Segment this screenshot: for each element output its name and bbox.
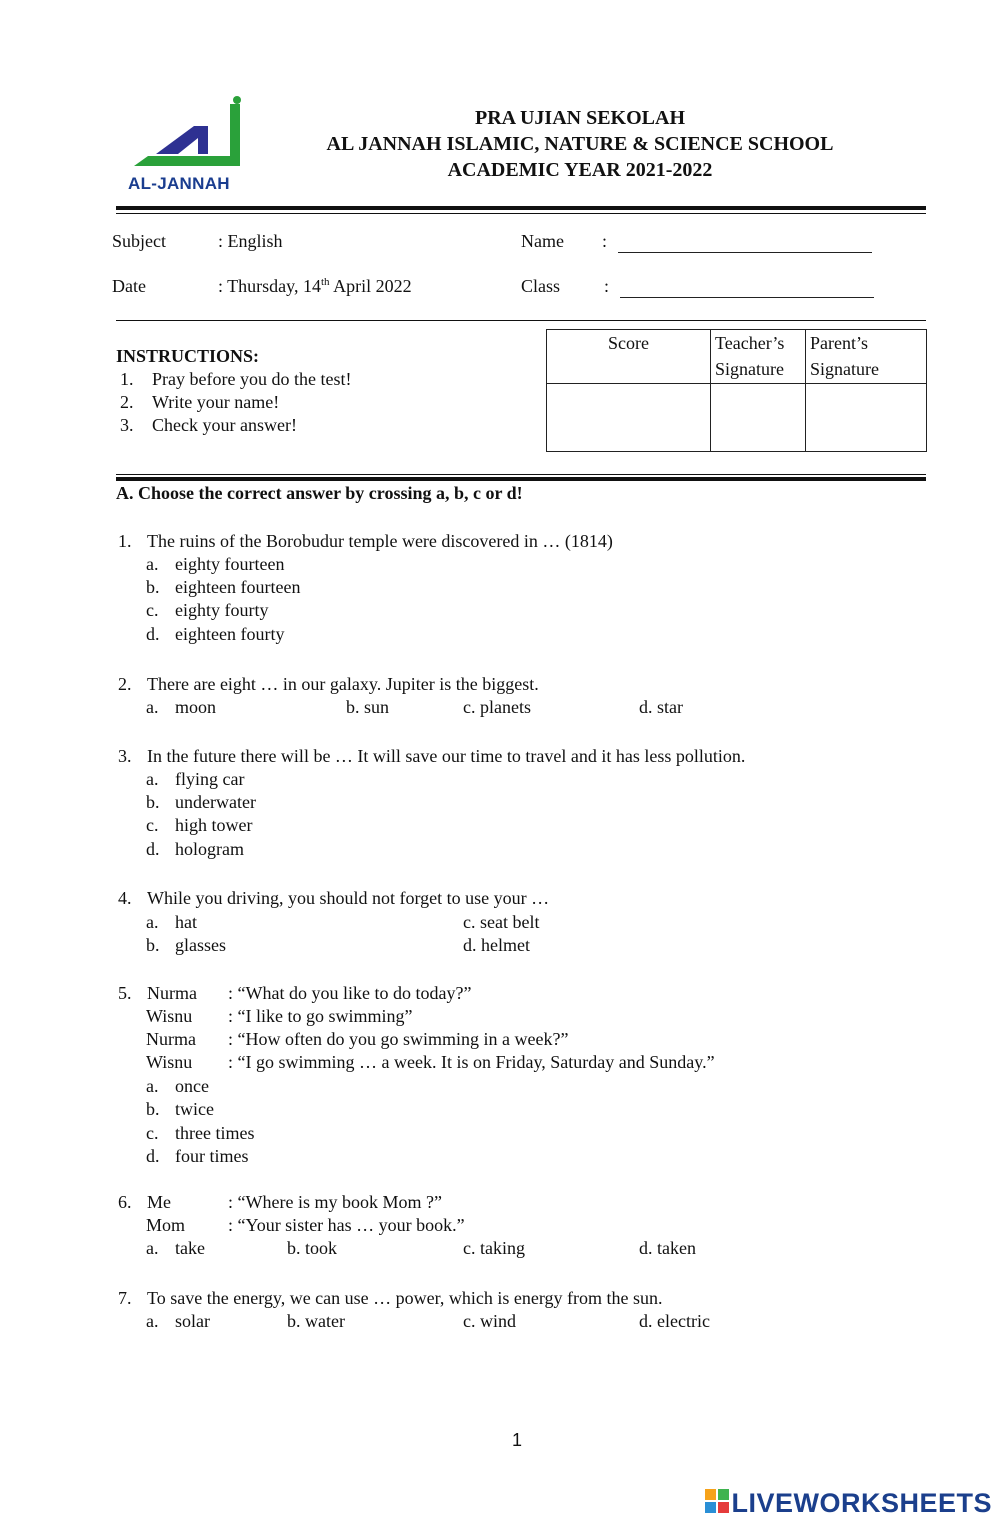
score-header: Score xyxy=(547,330,711,384)
score-table xyxy=(546,329,927,452)
option-letter[interactable]: c. xyxy=(146,600,159,620)
option-letter[interactable]: a. xyxy=(146,912,159,932)
option-letter[interactable]: c. xyxy=(146,815,159,835)
option-text[interactable]: eighteen fourteen xyxy=(175,577,301,597)
school-name: AL JANNAH ISLAMIC, NATURE & SCIENCE SCHOOL xyxy=(326,133,834,155)
dialog-speaker: Nurma xyxy=(146,1029,196,1049)
dialog-speaker: Mom xyxy=(146,1215,186,1235)
instructions-heading: INSTRUCTIONS: xyxy=(116,346,260,366)
dialog-line: : “What do you like to do today?” xyxy=(228,983,472,1003)
header-divider xyxy=(116,206,926,210)
option-letter[interactable]: c. xyxy=(146,1123,159,1143)
option-text[interactable]: d. electric xyxy=(639,1311,710,1331)
option-letter[interactable]: a. xyxy=(146,554,159,574)
option-text[interactable]: b. took xyxy=(287,1238,338,1258)
option-letter[interactable]: d. xyxy=(146,1146,160,1166)
option-text[interactable]: d. helmet xyxy=(463,935,530,955)
dialog-speaker: Me xyxy=(147,1192,171,1212)
question-text: While you driving, you should not forget to use your … xyxy=(147,888,550,908)
option-text[interactable]: eighty fourty xyxy=(175,600,269,620)
option-text[interactable]: glasses xyxy=(175,935,226,955)
name-colon: : xyxy=(602,231,608,251)
date-label: Date xyxy=(112,276,146,296)
dialog-speaker: Nurma xyxy=(147,983,197,1003)
option-letter[interactable]: b. xyxy=(146,1099,160,1119)
option-text[interactable]: eighteen fourty xyxy=(175,624,285,644)
option-letter[interactable]: d. xyxy=(146,624,160,644)
class-label: Class xyxy=(521,276,561,296)
option-letter[interactable]: b. xyxy=(146,935,160,955)
option-text[interactable]: three times xyxy=(175,1123,255,1143)
date-value xyxy=(218,276,412,297)
option-text[interactable]: c. seat belt xyxy=(463,912,540,932)
instruction-num: 2. xyxy=(120,392,134,412)
question-number: 4. xyxy=(118,888,132,908)
option-text[interactable]: d. taken xyxy=(639,1238,696,1258)
option-text[interactable]: once xyxy=(175,1076,209,1096)
header-divider-thin xyxy=(116,213,926,214)
option-letter[interactable]: a. xyxy=(146,1238,159,1258)
question-text: The ruins of the Borobudur temple were discovered in … (1814) xyxy=(147,531,613,551)
page-number: 1 xyxy=(512,1430,523,1450)
question-number: 3. xyxy=(118,746,132,766)
dialog-line: : “I go swimming … a week. It is on Friday, Saturday and Sunday.” xyxy=(228,1052,715,1072)
question-text: There are eight … in our galaxy. Jupiter is the biggest. xyxy=(147,674,539,694)
dialog-line: : “Your sister has … your book.” xyxy=(228,1215,465,1235)
info-divider xyxy=(116,320,926,321)
option-letter[interactable]: a. xyxy=(146,769,159,789)
question-text: To save the energy, we can use … power, which is energy from the sun. xyxy=(147,1288,663,1308)
date-sup: th xyxy=(321,276,330,288)
option-text[interactable]: eighty fourteen xyxy=(175,554,285,574)
section-divider-thin xyxy=(116,474,926,475)
option-text[interactable]: take xyxy=(175,1238,205,1258)
teacher-signature-cell[interactable] xyxy=(711,384,806,452)
option-letter[interactable]: b. xyxy=(146,577,160,597)
option-text[interactable]: underwater xyxy=(175,792,256,812)
class-colon: : xyxy=(604,276,610,296)
liveworksheets-logo[interactable] xyxy=(705,1488,992,1520)
question-text: In the future there will be … It will save our time to travel and it has less pollution. xyxy=(147,746,746,766)
teacher-signature-header: Teacher’s Signature xyxy=(711,330,806,384)
score-cell[interactable] xyxy=(547,384,711,452)
option-text[interactable]: high tower xyxy=(175,815,253,835)
instruction-text: Write your name! xyxy=(152,392,280,412)
dialog-line: : “How often do you go swimming in a week?” xyxy=(228,1029,569,1049)
option-text[interactable]: c. planets xyxy=(463,697,531,717)
option-text[interactable]: moon xyxy=(175,697,217,717)
question-number: 7. xyxy=(118,1288,132,1308)
dialog-line: : “I like to go swimming” xyxy=(228,1006,413,1026)
option-text[interactable]: twice xyxy=(175,1099,214,1119)
liveworksheets-icon xyxy=(705,1489,729,1520)
exam-title: PRA UJIAN SEKOLAH xyxy=(474,107,686,129)
name-label: Name xyxy=(521,231,564,251)
question-number: 6. xyxy=(118,1192,132,1212)
name-field[interactable] xyxy=(618,252,872,253)
option-letter[interactable]: a. xyxy=(146,1076,159,1096)
instruction-num: 3. xyxy=(120,415,134,435)
section-a-heading: A. Choose the correct answer by crossing a, b, c or d! xyxy=(116,483,523,503)
subject-value: : English xyxy=(218,231,283,251)
date-prefix: : Thursday, 14 xyxy=(218,276,321,296)
instruction-text: Check your answer! xyxy=(152,415,297,435)
section-divider xyxy=(116,477,926,481)
instruction-num: 1. xyxy=(120,369,134,389)
parent-signature-cell[interactable] xyxy=(806,384,927,452)
option-text[interactable]: hologram xyxy=(175,839,244,859)
option-letter[interactable]: a. xyxy=(146,1311,159,1331)
option-text[interactable]: b. sun xyxy=(346,697,390,717)
option-text[interactable]: flying car xyxy=(175,769,245,789)
option-letter[interactable]: b. xyxy=(146,792,160,812)
option-text[interactable]: hat xyxy=(175,912,197,932)
option-text[interactable]: b. water xyxy=(287,1311,345,1331)
option-letter[interactable]: d. xyxy=(146,839,160,859)
academic-year: ACADEMIC YEAR 2021-2022 xyxy=(447,159,713,181)
option-text[interactable]: solar xyxy=(175,1311,210,1331)
logo-text: AL-JANNAH xyxy=(128,174,230,193)
question-number: 5. xyxy=(118,983,132,1003)
dialog-speaker: Wisnu xyxy=(146,1052,193,1072)
question-number: 2. xyxy=(118,674,132,694)
option-text[interactable]: d. star xyxy=(639,697,683,717)
liveworksheets-brand: LIVEWORKSHEETS xyxy=(731,1488,992,1518)
dialog-line: : “Where is my book Mom ?” xyxy=(228,1192,442,1212)
option-letter[interactable]: a. xyxy=(146,697,159,717)
option-text[interactable]: c. taking xyxy=(463,1238,525,1258)
option-text[interactable]: c. wind xyxy=(463,1311,516,1331)
subject-label: Subject xyxy=(112,231,166,251)
instruction-text: Pray before you do the test! xyxy=(152,369,352,389)
parent-signature-header: Parent’s Signature xyxy=(806,330,927,384)
dialog-speaker: Wisnu xyxy=(146,1006,193,1026)
class-field[interactable] xyxy=(620,297,874,298)
date-suffix: April 2022 xyxy=(329,276,412,296)
option-text[interactable]: four times xyxy=(175,1146,249,1166)
question-number: 1. xyxy=(118,531,132,551)
